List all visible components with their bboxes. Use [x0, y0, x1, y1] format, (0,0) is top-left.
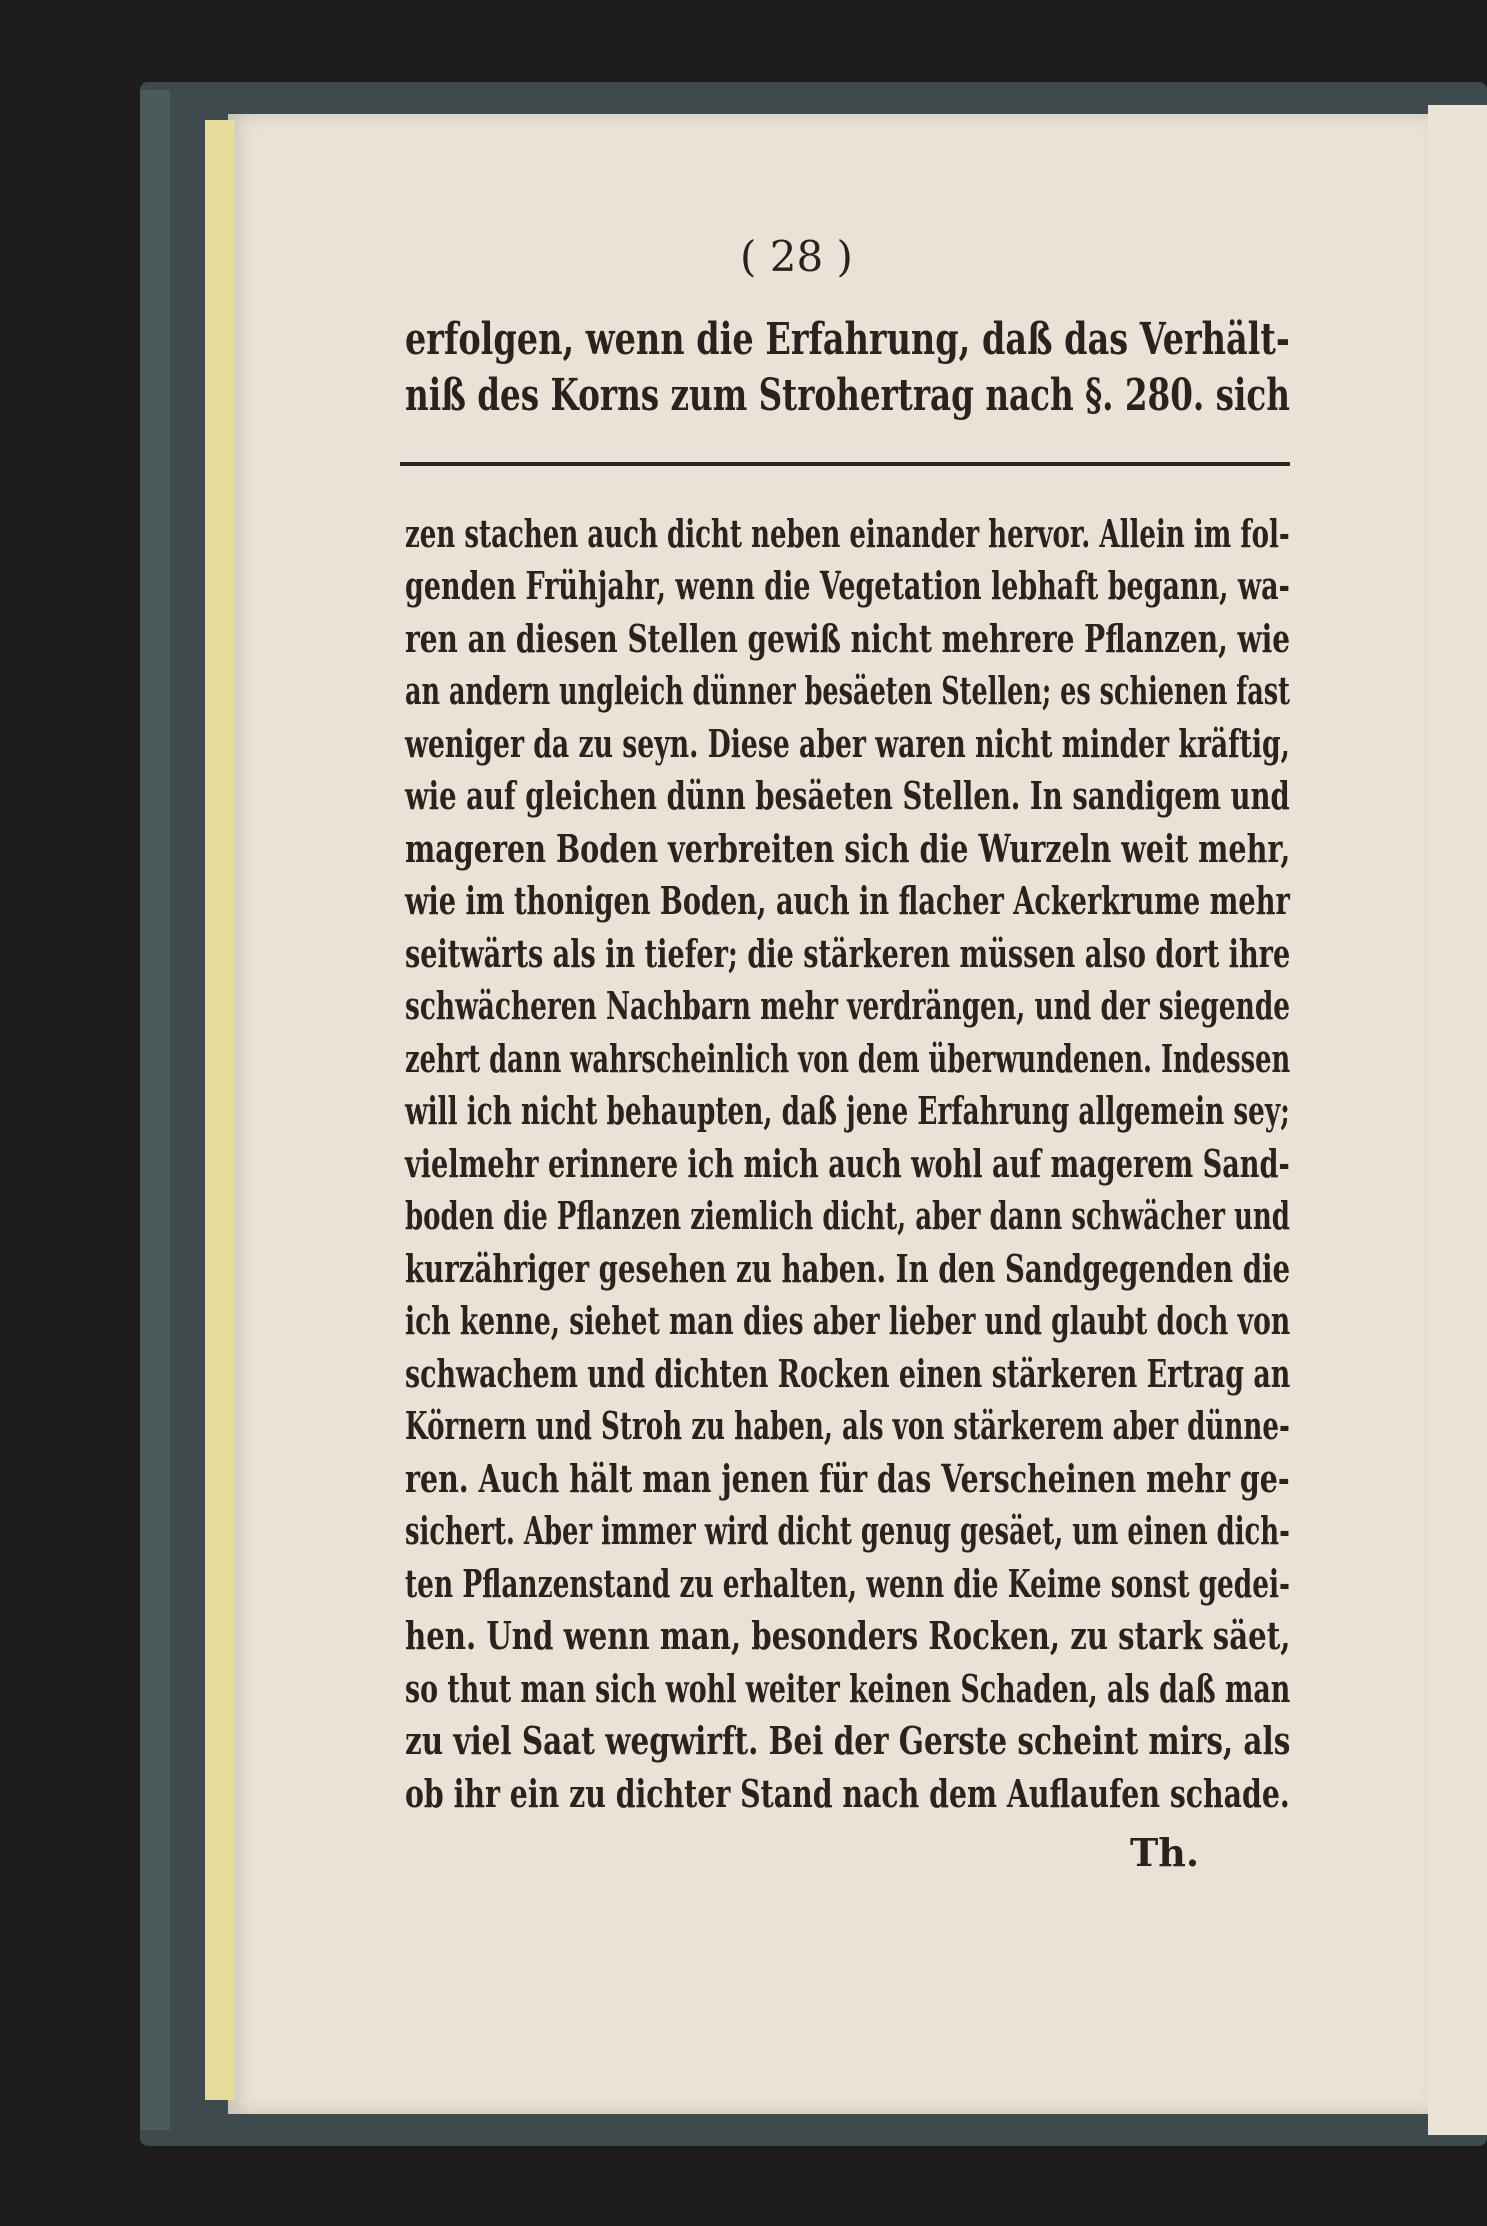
body-line: Körnern und Stroh zu haben, als von stärkerem aber dünne-	[405, 1403, 1290, 1448]
body-line: ob ihr ein zu dichter Stand nach dem Auflaufen schade.	[405, 1771, 1290, 1816]
book-spine-edge	[140, 90, 170, 2130]
body-line: wie auf gleichen dünn besäeten Stellen. In sandigem und	[405, 773, 1290, 818]
body-line: zehrt dann wahrscheinlich von dem überwundenen. Indessen	[405, 1036, 1291, 1081]
page-number: ( 28 )	[740, 232, 853, 281]
body-line: schwächeren Nachbarn mehr verdrängen, und der siegende	[405, 983, 1291, 1028]
body-line: kurzähriger gesehen zu haben. In den Sandgegenden die	[405, 1246, 1291, 1291]
header-line: erfolgen, wenn die Erfahrung, daß das Verhält-	[405, 314, 1290, 365]
body-line: ich kenne, siehet man dies aber lieber und glaubt doch von	[405, 1298, 1291, 1343]
body-line: wie im thonigen Boden, auch in flacher Ackerkrume mehr	[405, 878, 1290, 923]
body-line: ren an diesen Stellen gewiß nicht mehrere Pflanzen, wie	[405, 616, 1291, 661]
body-line: will ich nicht behaupten, daß jene Erfahrung allgemein sey;	[405, 1088, 1290, 1133]
body-line: zu viel Saat wegwirft. Bei der Gerste scheint mirs, als	[405, 1718, 1291, 1763]
body-line: schwachem und dichten Rocken einen stärkeren Ertrag an	[405, 1351, 1291, 1396]
section-rule	[400, 462, 1290, 466]
body-line: an andern ungleich dünner besäeten Stellen; es schienen fast	[405, 668, 1290, 713]
facing-page-edge	[1428, 105, 1487, 2135]
body-line: zen stachen auch dicht neben einander hervor. Allein im fol-	[405, 511, 1290, 556]
body-line: so thut man sich wohl weiter keinen Schaden, als daß man	[405, 1666, 1291, 1711]
body-line: genden Frühjahr, wenn die Vegetation lebhaft begann, wa-	[405, 563, 1290, 608]
body-line: ten Pflanzenstand zu erhalten, wenn die Keime sonst gedei-	[405, 1561, 1291, 1606]
body-line: ren. Auch hält man jenen für das Verscheinen mehr ge-	[405, 1456, 1290, 1501]
body-line: seitwärts als in tiefer; die stärkeren müssen also dort ihre	[405, 931, 1291, 976]
header-line: niß des Korns zum Strohertrag nach §. 280. sich	[405, 370, 1290, 421]
body-line: boden die Pflanzen ziemlich dicht, aber dann schwächer und	[405, 1193, 1290, 1238]
body-line: mageren Boden verbreiten sich die Wurzeln weit mehr,	[405, 826, 1291, 871]
body-line: vielmehr erinnere ich mich auch wohl auf magerem Sand-	[405, 1141, 1290, 1186]
page-block-edge	[205, 120, 235, 2100]
body-line: hen. Und wenn man, besonders Rocken, zu stark säet,	[405, 1613, 1291, 1658]
signature: Th.	[1130, 1830, 1200, 1875]
body-line: sichert. Aber immer wird dicht genug gesäet, um einen dich-	[405, 1508, 1290, 1553]
body-line: weniger da zu seyn. Diese aber waren nicht minder kräftig,	[405, 721, 1290, 766]
